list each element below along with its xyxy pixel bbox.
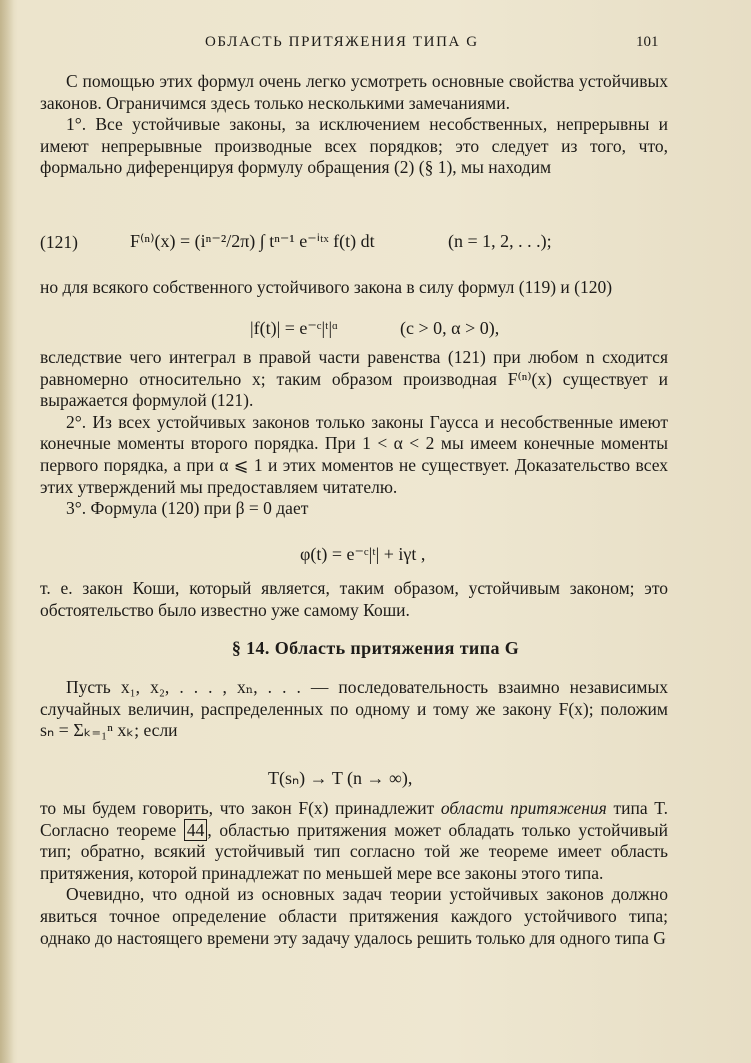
text-block-attraction xyxy=(40,798,668,949)
paragraph-proper-law: но для всякого собственного устойчивого закона в силу формул (119) и (120) xyxy=(40,277,613,297)
theorem-reference: 44 xyxy=(184,819,208,841)
paragraph-item-2: 2°. Из всех устойчивых законов только законы Гаусса и несобственные имеют конечные моменты второго порядка. При 1 < α < 2 мы имеем конечные моменты первого порядка, а при α ⩽ 1 и этих моментов не существует. Доказательство всех этих утверждений мы предоставляем читателю. xyxy=(40,411,668,497)
paragraph-sequence-tail: если xyxy=(143,720,178,741)
equation-abs-f: |f(t)| = e⁻ᶜ|ᵗ|ᵅ xyxy=(250,318,338,338)
equation-limit: T(sₙ) → T (n → ∞), xyxy=(268,768,413,788)
paragraph-attraction xyxy=(40,798,668,884)
equation-abs-f-condition: (c > 0, α > 0), xyxy=(400,318,500,338)
text-block-cauchy xyxy=(40,578,668,621)
paragraph-attraction-mid: типа T. Согласно теореме xyxy=(40,798,668,840)
running-title: ОБЛАСТЬ ПРИТЯЖЕНИЯ ТИПА G xyxy=(205,34,479,50)
paragraph-intro: С помощью этих формул очень легко усмотреть основные свойства устойчивых законов. Ограничимся здесь только несколькими замечаниями. xyxy=(40,71,668,113)
paragraph-cauchy: т. е. закон Коши, который является, таким образом, устойчивым законом; это обстоятельство было известно уже самому Коши. xyxy=(40,578,668,620)
equation-121-range: (n = 1, 2, . . .); xyxy=(448,231,552,251)
paragraph-convergence: вследствие чего интеграл в правой части равенства (121) при любом n сходится равномерно относительно x; таким образом производная F⁽ⁿ⁾(x) существует и выражается формулой (121). xyxy=(40,347,668,411)
equation-cauchy: φ(t) = e⁻ᶜ|ᵗ| + iγt , xyxy=(300,544,426,564)
paragraph-attraction-start: то мы будем говорить, что закон F(x) принадлежит xyxy=(40,798,435,818)
paragraph-sequence xyxy=(40,677,668,742)
text-block-intro xyxy=(40,71,668,179)
paragraph-item-1: 1°. Все устойчивые законы, за исключением несобственных, непрерывны и имеют непрерывные производные всех порядков; это следует из того, что, формально диференцируя формулу обращения (2) (§ 1), мы находим xyxy=(40,114,668,178)
paragraph-attraction-end: , областью притяжения может обладать только устойчивый тип; обратно, всякий устойчивый тип согласно той же теореме имеет область притяжения, которой принадлежат по меньшей мере все законы этого типа. xyxy=(40,819,669,883)
equation-number-121: (121) xyxy=(40,232,78,252)
paragraph-item-3: 3°. Формула (120) при β = 0 дает xyxy=(66,498,309,519)
page-header xyxy=(0,32,751,56)
section-title: § 14. Область притяжения типа G xyxy=(231,638,520,658)
text-block-properties xyxy=(40,347,668,520)
text-block-proper-law xyxy=(40,277,668,299)
paragraph-main-problem: Очевидно, что одной из основных задач теории устойчивых законов должно явиться точное определение области притяжения каждого устойчивого типа; однако до настоящего времени эту задачу удалось решить только для одного типа G xyxy=(40,884,668,948)
equation-121: F⁽ⁿ⁾(x) = (iⁿ⁻²/2π) ∫ tⁿ⁻¹ e⁻ⁱᵗˣ f(t) dt xyxy=(130,231,375,251)
term-domain-of-attraction: области притяжения xyxy=(440,798,607,818)
paragraph-sequence-text: Пусть x₁, x₂, . . . , xₙ, . . . — последовательность взаимно независимых случайных величин, распределенных по одному и тому же закону F(x); положим xyxy=(40,677,668,719)
equation-sum: sₙ = Σₖ₌₁ⁿ xₖ; xyxy=(40,720,140,741)
text-block-definition xyxy=(40,677,668,742)
page-number: 101 xyxy=(636,34,659,50)
binding-shadow xyxy=(0,0,14,1063)
